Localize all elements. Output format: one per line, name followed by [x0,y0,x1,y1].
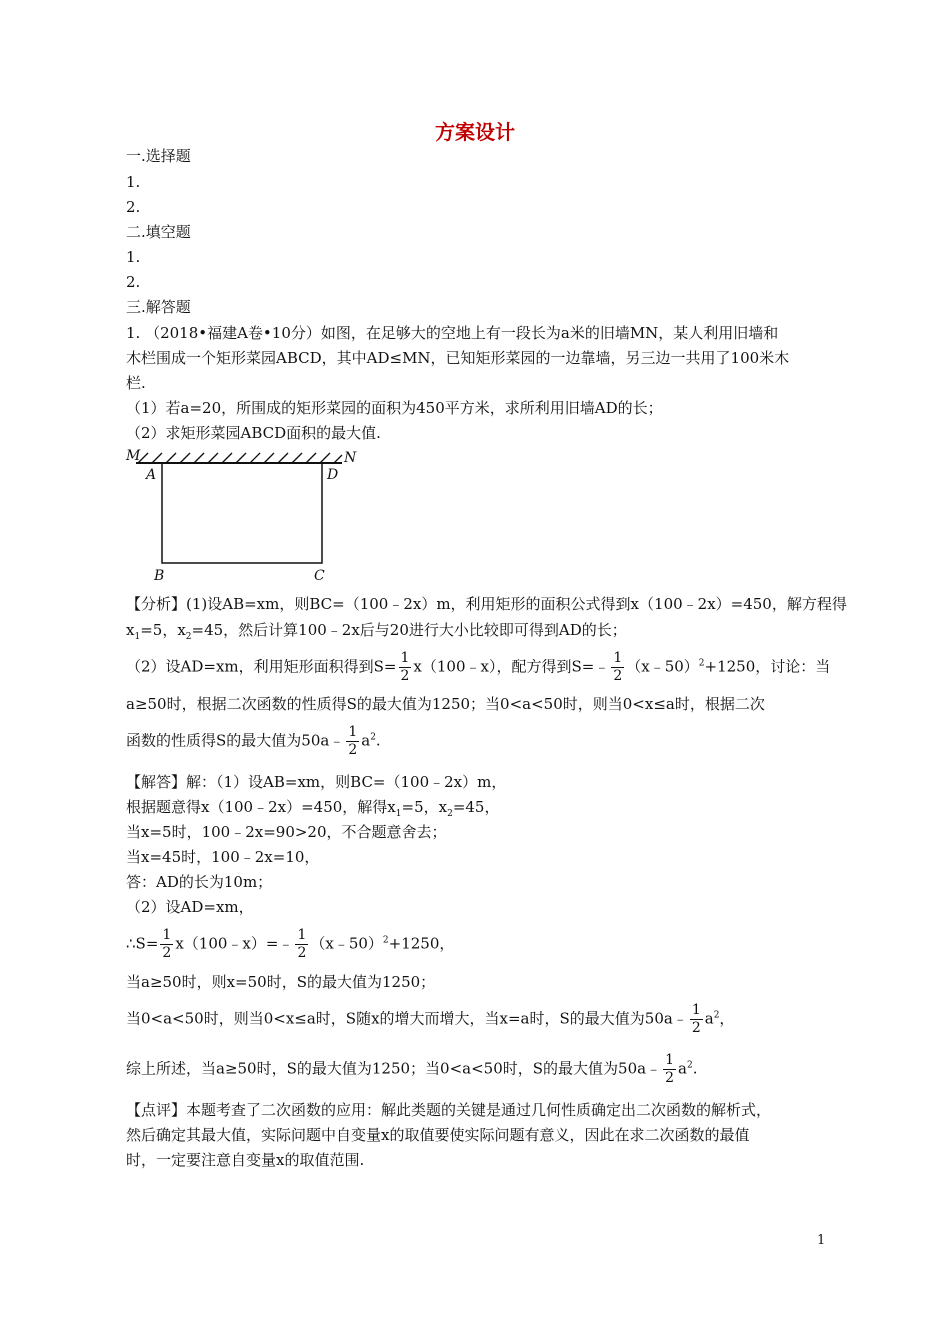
solution-line: 【解答】解：（1）设AB=xm，则BC=（100﹣2x）m， [126,773,507,791]
outline-item: 1. [126,173,141,191]
fraction-half: $\frac{1}{2}$ [348,724,358,758]
outline-item: 1. [126,248,141,266]
label-N: N [344,450,357,466]
outline-item: 2. [126,273,141,291]
solution-line: 根据题意得x（100﹣2x）=450，解得$x_1=5$，$x_2=45$， [126,798,500,819]
label-C: C [314,568,325,584]
review-line: 然后确定其最大值，实际问题中自变量x的取值要使实际问题有意义，因此在求二次函数的最值 [126,1126,750,1144]
review-line: 时，一定要注意自变量x的取值范围. [126,1151,365,1169]
analysis-line: a≥50时，根据二次函数的性质得S的最大值为1250；当0<a<50时，则当0<x≤a时，根据二次 [126,695,765,713]
analysis-line: （2）设AD=xm，利用矩形面积得到S= $\frac{1}{2}$ x（100﹣x），配方得到S=﹣ $\frac{1}{2}$ （x﹣50）$^2$+1250，讨论：当 [126,650,831,684]
rectangle-garden-figure [124,446,360,586]
fraction-half: $\frac{1}{2}$ [665,1052,674,1086]
label-B: B [154,568,165,584]
fraction-half: $\frac{1}{2}$ [297,927,307,961]
review-line: 【点评】本题考查了二次函数的应用：解此类题的关键是通过几何性质确定出二次函数的解析式， [126,1101,772,1119]
outline-item: 2. [126,198,141,216]
solution-line: 当a≥50时，则x=50时，S的最大值为1250； [126,973,436,991]
solution-line: 综上所述，当a≥50时，S的最大值为1250；当0<a<50时，S的最大值为50a﹣ $\frac{1}{2}$ $a^2$. [126,1052,698,1086]
problem-text: 1. （2018•福建A卷•10分）如图，在足够大的空地上有一段长为a米的旧墙MN，某人利用旧墙和 [126,324,779,342]
analysis-line: 【分析】(1)设AB=xm，则BC=（100﹣2x）m，利用矩形的面积公式得到x（100﹣2x）=450，解方程得 [126,595,847,613]
solution-line: （2）设AD=xm， [126,898,254,916]
solution-line: 当0<a<50时，则当0<x≤a时，S随x的增大而增大，当x=a时，S的最大值为50a﹣ $\frac{1}{2}$ $a^2$， [126,1002,735,1036]
section-heading-answer: 三.解答题 [126,298,191,316]
problem-text: 栏. [126,374,146,392]
label-M: M [126,448,141,464]
section-heading-choice: 一.选择题 [126,147,191,165]
page-title: 方案设计 [435,120,515,144]
page-number: 1 [817,1233,826,1248]
problem-text: 木栏围成一个矩形菜园ABCD，其中AD≤MN，已知矩形菜园的一边靠墙，另三边一共用了100米木 [126,349,790,367]
analysis-line: $x_1=5$，$x_2=45$，然后计算100﹣2x后与20进行大小比较即可得到AD的长； [126,621,627,642]
question-1: （1）若a=20，所围成的矩形菜园的面积为450平方米，求所利用旧墙AD的长； [126,399,663,417]
fraction-half: $\frac{1}{2}$ [162,927,172,961]
solution-line: 当x=45时，100﹣2x=10， [126,848,320,866]
analysis-line: 函数的性质得S的最大值为50a﹣ $\frac{1}{2}$ $a^2$. [126,724,381,758]
fraction-half: $\frac{1}{2}$ [613,650,623,684]
question-2: （2）求矩形菜园ABCD面积的最大值. [126,424,381,442]
section-heading-fill: 二.填空题 [126,223,191,241]
fraction-half: $\frac{1}{2}$ [691,1002,701,1036]
solution-line: ∴S= $\frac{1}{2}$ x（100﹣x）=﹣ $\frac{1}{2}$ （x﹣50）$^2$+1250， [126,927,455,961]
fraction-half: $\frac{1}{2}$ [400,650,410,684]
solution-line: 当x=5时，100﹣2x=90>20，不合题意舍去； [126,823,447,841]
label-A: A [146,467,157,483]
solution-line: 答：AD的长为10m； [126,873,273,891]
label-D: D [327,467,339,483]
